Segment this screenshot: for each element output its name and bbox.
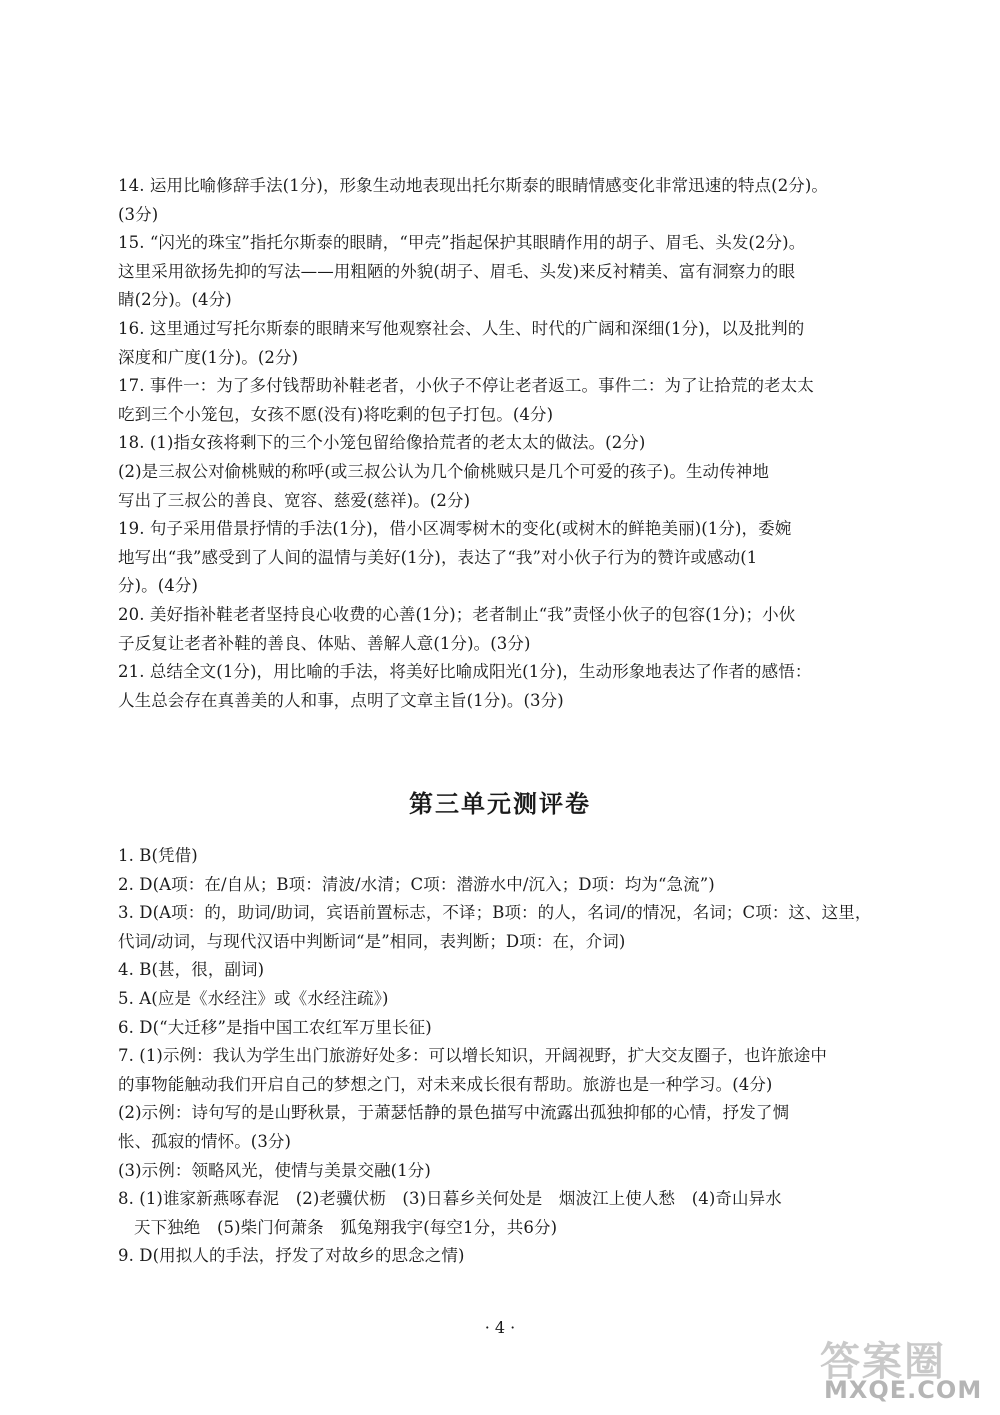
answer-line: (3)示例：领略风光，使情与美景交融(1分) — [118, 1160, 431, 1180]
answer-line: 14. 运用比喻修辞手法(1分)，形象生动地表现出托尔斯泰的眼睛情感变化非常迅速的特点(2分)。 — [118, 176, 829, 195]
watermark-logo: 答案圈 — [820, 1339, 946, 1385]
answer-line: 21. 总结全文(1分)，用比喻的手法，将美好比喻成阳光(1分)，生动形象地表达了作者的感悟： — [118, 662, 812, 682]
answer-line: 人生总会存在真善美的人和事，点明了文章主旨(1分)。(3分) — [118, 690, 564, 710]
site-watermark — [820, 1330, 990, 1408]
answer-line: 15. “闪光的珠宝”指托尔斯泰的眼睛，“甲壳”指起保护其眼睛作用的胡子、眉毛、头发(2分)。 — [118, 233, 806, 253]
answer-line: 1. B(凭借) — [118, 846, 198, 865]
answer-line: 17. 事件一：为了多付钱帮助补鞋老者，小伙子不停让老者返工。事件二：为了让拾荒的老太太 — [118, 376, 814, 396]
answer-line: 的事物能触动我们开启自己的梦想之门，对未来成长很有帮助。旅游也是一种学习。(4分) — [118, 1074, 773, 1094]
answer-line: 5. A(应是《水经注》或《水经注疏》) — [118, 988, 389, 1008]
answer-list-unit-three — [118, 842, 918, 1271]
answer-line: 深度和广度(1分)。(2分) — [118, 347, 299, 367]
answer-line: (3分) — [118, 204, 159, 224]
answer-line: 7. (1)示例：我认为学生出门旅游好处多：可以增长知识，开阔视野，扩大交友圈子，也许旅途中 — [118, 1046, 827, 1066]
answer-line: 天下独绝 (5)柴门何萧条 狐兔翔我宇(每空1分，共6分) — [134, 1217, 558, 1237]
answer-line: 这里采用欲扬先抑的写法——用粗陋的外貌(胡子、眉毛、头发)来反衬精美、富有洞察力的眼 — [118, 261, 796, 281]
answer-line: (2)是三叔公对偷桃贼的称呼(或三叔公认为几个偷桃贼只是几个可爱的孩子)。生动传神地 — [118, 461, 769, 481]
answer-line: 9. D(用拟人的手法，抒发了对故乡的思念之情) — [118, 1246, 465, 1266]
answer-line: (2)示例：诗句写的是山野秋景，于萧瑟恬静的景色描写中流露出孤独抑郁的心情，抒发了惆 — [118, 1103, 790, 1123]
answer-line: 16. 这里通过写托尔斯泰的眼睛来写他观察社会、人生、时代的广阔和深细(1分)，以及批判的 — [118, 318, 805, 338]
watermark-domain: MXQE.COM — [824, 1376, 983, 1404]
answer-line: 分)。(4分) — [118, 576, 199, 596]
answer-line: 怅、孤寂的情怀。(3分) — [118, 1131, 292, 1151]
answer-list-previous-unit — [118, 172, 918, 715]
answer-line: 写出了三叔公的善良、宽容、慈爱(慈祥)。(2分) — [118, 490, 471, 510]
answer-line: 20. 美好指补鞋老者坚持良心收费的心善(1分)；老者制止“我”责怪小伙子的包容(1分)；小伙 — [118, 604, 796, 624]
answer-line: 吃到三个小笼包，女孩不愿(没有)将吃剩的包子打包。(4分) — [118, 404, 554, 424]
answer-line: 19. 句子采用借景抒情的手法(1分)，借小区凋零树木的变化(或树木的鲜艳美丽)(1分)，委婉 — [118, 519, 792, 539]
answer-line: 2. D(A项：在/自从；B项：清波/水清；C项：潜游水中/沉入；D项：均为“急流”) — [118, 874, 715, 894]
page-number: · 4 · — [484, 1318, 516, 1337]
answer-line: 代词/动词，与现代汉语中判断词“是”相同，表判断；D项：在，介词) — [118, 931, 626, 951]
answer-line: 4. B(甚，很，副词) — [118, 960, 265, 980]
answer-line: 子反复让老者补鞋的善良、体贴、善解人意(1分)。(3分) — [118, 633, 531, 653]
answer-line: 18. (1)指女孩将剩下的三个小笼包留给像拾荒者的老太太的做法。(2分) — [118, 433, 646, 453]
answer-line: 睛(2分)。(4分) — [118, 290, 232, 310]
answer-line: 3. D(A项：的，助词/助词，宾语前置标志，不译；B项：的人，名词/的情况，名词；C项：这、这里， — [118, 903, 872, 923]
answer-line: 6. D(“大迁移”是指中国工农红军万里长征) — [118, 1017, 432, 1037]
answer-line: 8. (1)谁家新燕啄春泥 (2)老骥伏枥 (3)日暮乡关何处是 烟波江上使人愁 (4)奇山异水 — [118, 1189, 782, 1209]
unit-title: 第三单元测评卷 — [409, 790, 591, 818]
answer-line: 地写出“我”感受到了人间的温情与美好(1分)，表达了“我”对小伙子行为的赞许或感动(1 — [118, 547, 758, 567]
